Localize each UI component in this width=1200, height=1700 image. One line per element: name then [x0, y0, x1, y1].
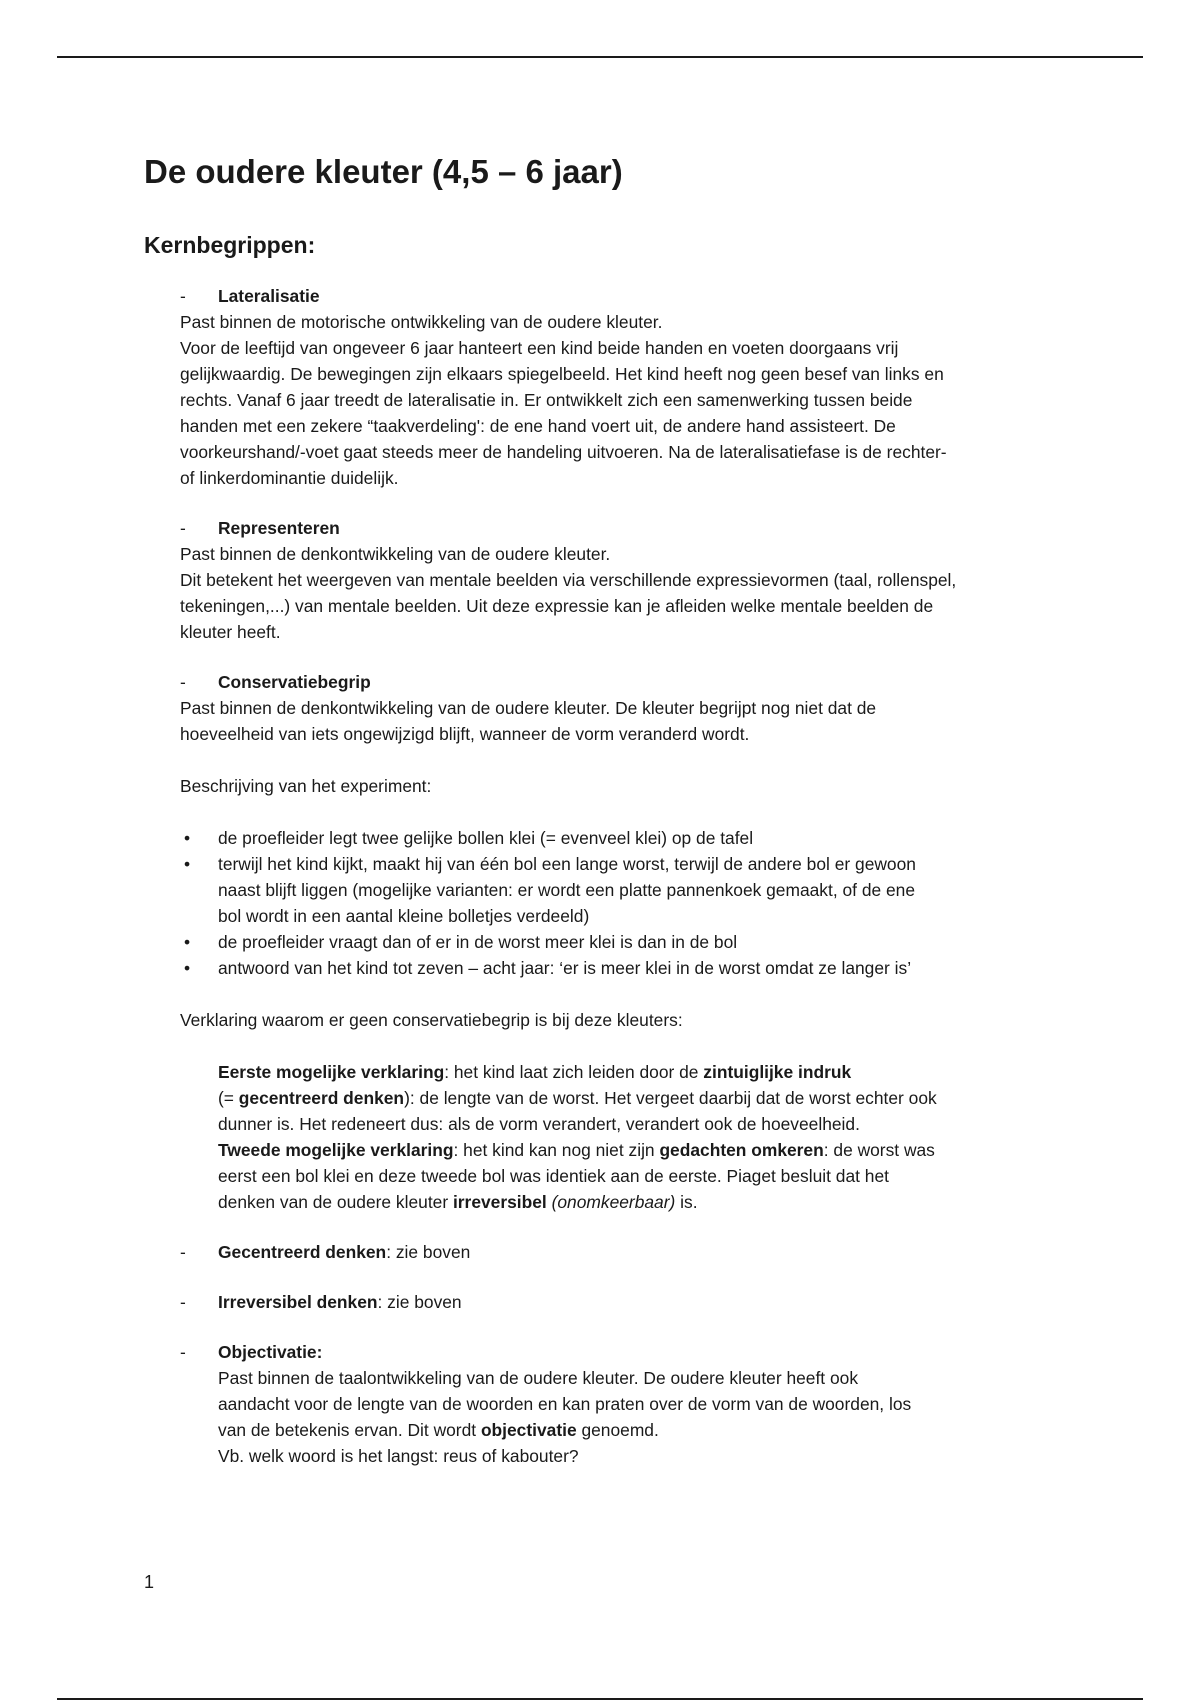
- objectivatie-text: [180, 1365, 1064, 1469]
- paragraph-line: [218, 1085, 1064, 1111]
- term-representeren: [180, 515, 1064, 645]
- paragraph-line: [218, 1189, 1064, 1215]
- inline-text: denken van de oudere kleuter: [218, 1192, 453, 1213]
- paragraph-line: aandacht voor de lengte van de woorden en kan praten over de vorm van de woorden, los: [218, 1394, 912, 1415]
- term-conservatiebegrip: [180, 669, 1064, 1215]
- dash-marker: -: [180, 286, 186, 307]
- paragraph-line: [218, 1137, 1064, 1163]
- experiment-list: [180, 825, 1064, 981]
- paragraph-line: Past binnen de taalontwikkeling van de oudere kleuter. De oudere kleuter heeft ook: [218, 1368, 859, 1389]
- term-label: Representeren: [218, 518, 340, 539]
- inline-text: is.: [675, 1192, 698, 1213]
- bullet-marker: •: [184, 828, 191, 849]
- paragraph: Past binnen de denkontwikkeling van de oudere kleuter.: [180, 544, 611, 565]
- paragraph-line: of linkerdominantie duidelijk.: [180, 468, 399, 489]
- paragraph-line: [218, 1417, 1064, 1443]
- term-irreversibel-denken: [180, 1289, 1064, 1315]
- inline-text: : het kind laat zich leiden door de: [444, 1062, 704, 1083]
- paragraph-line: voorkeurshand/-voet gaat steeds meer de handeling uitvoeren. Na de lateralisatiefase is de rechter-: [180, 442, 947, 463]
- term-gecentreerd-denken: [180, 1239, 1064, 1265]
- paragraph-line: Voor de leeftijd van ongeveer 6 jaar hanteert een kind beide handen en voeten doorgaans vrij: [180, 338, 899, 359]
- paragraph-line: hoeveelheid van iets ongewijzigd blijft, wanneer de vorm veranderd wordt.: [180, 724, 750, 745]
- verklaring-block: [180, 1059, 1064, 1215]
- inline-text: : zie boven: [386, 1242, 471, 1263]
- paragraph-line: [218, 1059, 1064, 1085]
- term-label: Lateralisatie: [218, 286, 320, 307]
- paragraph-line: handen met een zekere “taakverdeling': de ene hand voert uit, de andere hand assisteert. De: [180, 416, 896, 437]
- bold-text: irreversibel: [452, 1192, 547, 1213]
- italic-text: (onomkeerbaar): [551, 1192, 676, 1213]
- inline-text: : zie boven: [377, 1292, 462, 1313]
- term-label: Objectivatie:: [218, 1342, 323, 1363]
- bold-text: gecentreerd denken: [238, 1088, 405, 1109]
- paragraph-line: Past binnen de denkontwikkeling van de oudere kleuter. De kleuter begrijpt nog niet dat de: [180, 698, 877, 719]
- inline-text: : de worst was: [823, 1140, 935, 1161]
- inline-text: genoemd.: [576, 1420, 659, 1441]
- bold-text: objectivatie: [480, 1420, 577, 1441]
- term-objectivatie: [180, 1339, 1064, 1469]
- inline-text: (=: [218, 1088, 239, 1109]
- paragraph-line: dunner is. Het redeneert dus: als de vorm verandert, verandert ook de hoeveelheid.: [218, 1114, 860, 1135]
- page-number: 1: [144, 1572, 155, 1592]
- list-item: [180, 851, 1064, 877]
- term-label: Conservatiebegrip: [218, 672, 371, 693]
- paragraph-line: gelijkwaardig. De bewegingen zijn elkaars spiegelbeeld. Het kind heeft nog geen besef van links en: [180, 364, 944, 385]
- paragraph-line: kleuter heeft.: [180, 622, 281, 643]
- paragraph-line: eerst een bol klei en deze tweede bol was identiek aan de eerste. Piaget besluit dat het: [218, 1166, 889, 1187]
- bold-text: zintuiglijke indruk: [703, 1062, 852, 1083]
- list-item-text: de proefleider legt twee gelijke bollen klei (= evenveel klei) op de tafel: [218, 828, 754, 849]
- bold-text: Eerste mogelijke verklaring: [218, 1062, 445, 1083]
- inline-text: ): de lengte van de worst. Het vergeet daarbij dat de worst echter ook: [404, 1088, 937, 1109]
- list-item-text: antwoord van het kind tot zeven – acht jaar: ‘er is meer klei in de worst omdat ze langer is’: [218, 958, 912, 979]
- bold-text: gedachten omkeren: [659, 1140, 824, 1161]
- list-item: [180, 825, 1064, 851]
- term-label: Gecentreerd denken: [218, 1242, 387, 1263]
- bullet-marker: •: [184, 854, 191, 875]
- list-item-text: bol wordt in een aantal kleine bolletjes verdeeld): [218, 906, 590, 927]
- section-heading: Kernbegrippen:: [144, 231, 316, 258]
- list-item-text: naast blijft liggen (mogelijke varianten: er wordt een platte pannenkoek gemaakt, of de ene: [218, 880, 916, 901]
- list-item-continuation: [180, 903, 1064, 929]
- dash-marker: -: [180, 672, 186, 693]
- inline-text: van de betekenis ervan. Dit wordt: [218, 1420, 481, 1441]
- bullet-marker: •: [184, 932, 191, 953]
- paragraph: Past binnen de motorische ontwikkeling van de oudere kleuter.: [180, 312, 663, 333]
- experiment-label: Beschrijving van het experiment:: [180, 776, 432, 797]
- verklaring-label: Verklaring waarom er geen conservatiebegrip is bij deze kleuters:: [180, 1010, 683, 1031]
- inline-text: : het kind kan nog niet zijn: [453, 1140, 660, 1161]
- list-item-text: terwijl het kind kijkt, maakt hij van één bol een lange worst, terwijl de andere bol er gewoon: [218, 854, 916, 875]
- list-item: [180, 955, 1064, 981]
- bold-text: Tweede mogelijke verklaring: [218, 1140, 454, 1161]
- document-page: [144, 140, 1064, 1469]
- list-item-text: de proefleider vraagt dan of er in de worst meer klei is dan in de bol: [218, 932, 738, 953]
- bullet-marker: •: [184, 958, 191, 979]
- term-label: Irreversibel denken: [218, 1292, 378, 1313]
- paragraph-line: Dit betekent het weergeven van mentale beelden via verschillende expressievormen (taal, rollenspel,: [180, 570, 957, 591]
- dash-marker: -: [180, 1292, 186, 1313]
- paragraph-line: rechts. Vanaf 6 jaar treedt de lateralisatie in. Er ontwikkelt zich een samenwerking tussen beide: [180, 390, 913, 411]
- paragraph-line: Vb. welk woord is het langst: reus of kabouter?: [218, 1446, 579, 1467]
- paragraph-line: tekeningen,...) van mentale beelden. Uit deze expressie kan je afleiden welke mentale beelden de: [180, 596, 934, 617]
- dash-marker: -: [180, 1242, 186, 1263]
- dash-marker: -: [180, 518, 186, 539]
- list-item-continuation: [180, 877, 1064, 903]
- page-title: De oudere kleuter (4,5 – 6 jaar): [144, 153, 623, 190]
- term-lateralisatie: [180, 283, 1064, 491]
- top-rule: [57, 56, 1143, 58]
- dash-marker: -: [180, 1342, 186, 1363]
- list-item: [180, 929, 1064, 955]
